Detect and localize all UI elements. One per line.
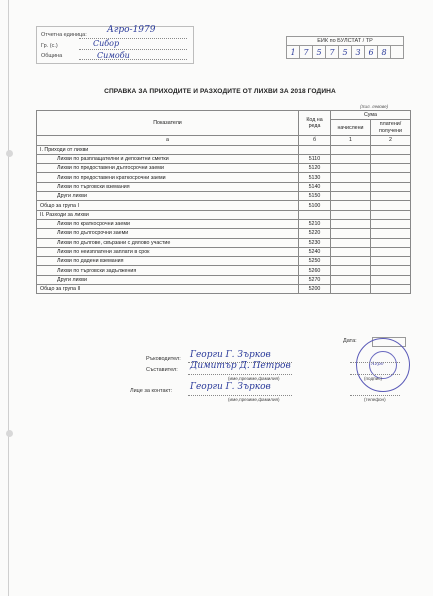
municipality-handwriting: Симоби (97, 51, 130, 60)
index-cell: 1 (331, 136, 371, 145)
paid-cell[interactable] (371, 154, 411, 163)
row-label: Лихви по търговски вземания (37, 182, 299, 191)
eik-digit: 7 (300, 46, 313, 58)
row-label: Лихви по разплащателни и депозитни сметки (37, 154, 299, 163)
accrued-cell[interactable] (331, 164, 371, 173)
accrued-cell[interactable] (331, 182, 371, 191)
paid-cell[interactable] (371, 229, 411, 238)
contact-line (188, 395, 292, 396)
row-label: Общо за група I (37, 201, 299, 210)
signature-caption: (подпис) (364, 376, 383, 381)
row-code: 5240 (299, 247, 331, 256)
paid-cell[interactable] (371, 210, 411, 219)
paid-cell[interactable] (371, 182, 411, 191)
index-cell: 2 (371, 136, 411, 145)
row-label: I. Приходи от лихви (37, 145, 299, 154)
accrued-cell[interactable] (331, 201, 371, 210)
row-code (299, 210, 331, 219)
paid-cell[interactable] (371, 219, 411, 228)
row-code: 5110 (299, 154, 331, 163)
row-code: 5220 (299, 229, 331, 238)
table-row (37, 164, 411, 173)
row-code: 5140 (299, 182, 331, 191)
company-stamp (356, 338, 410, 392)
manager-handwriting: Георги Г. Зърков (190, 350, 271, 360)
row-label: II. Разходи за лихви (37, 210, 299, 219)
accrued-cell[interactable] (331, 145, 371, 154)
table-row (37, 257, 411, 266)
accrued-cell[interactable] (331, 219, 371, 228)
paid-cell[interactable] (371, 266, 411, 275)
contact-name-caption: (име,презиме,фамилия) (228, 397, 280, 402)
phone-caption: (телефон) (364, 397, 386, 402)
compiler-line (188, 374, 292, 375)
header-paid: платени/ получени (371, 120, 411, 136)
row-code: 5200 (299, 285, 331, 294)
compiler-handwriting: Димитър Д. Петров (190, 361, 291, 371)
header-indicators: Показатели (37, 111, 299, 136)
group-field-line (79, 49, 187, 50)
index-cell: а (37, 136, 299, 145)
accrued-cell[interactable] (331, 247, 371, 256)
name-caption: (име,презиме,фамилия) (228, 376, 280, 381)
accrued-cell[interactable] (331, 229, 371, 238)
entity-label: Отчетна единица: (41, 32, 87, 38)
header-sum: Сума (331, 111, 411, 120)
manager-label: Ръководител: (146, 356, 181, 362)
table-row (37, 285, 411, 294)
row-code: 5260 (299, 266, 331, 275)
eik-box (286, 36, 404, 59)
units-note: (Хил. левове) (360, 104, 389, 109)
row-code: 5100 (299, 201, 331, 210)
table-row (37, 266, 411, 275)
paid-cell[interactable] (371, 238, 411, 247)
accrued-cell[interactable] (331, 285, 371, 294)
row-code: 5150 (299, 192, 331, 201)
group-handwriting: Сибор (93, 39, 120, 48)
table-row (37, 238, 411, 247)
index-cell: б (299, 136, 331, 145)
table-row (37, 219, 411, 228)
table-row (37, 192, 411, 201)
stamp-text: Агро (371, 361, 384, 367)
table-row (37, 154, 411, 163)
phone-line (350, 395, 400, 396)
punch-hole (6, 150, 13, 157)
table-row (37, 275, 411, 284)
accrued-cell[interactable] (331, 154, 371, 163)
paid-cell[interactable] (371, 247, 411, 256)
contact-label: Лице за контакт: (130, 388, 173, 394)
compiler-label: Съставител: (146, 367, 178, 373)
table-row (37, 210, 411, 219)
document-title: СПРАВКА ЗА ПРИХОДИТЕ И РАЗХОДИТЕ ОТ ЛИХВИ ЗА 2018 ГОДИНА (104, 88, 336, 95)
paid-cell[interactable] (371, 275, 411, 284)
table-row (37, 229, 411, 238)
accrued-cell[interactable] (331, 275, 371, 284)
row-label: Лихви по дадени вземания (37, 257, 299, 266)
table-row (37, 145, 411, 154)
row-label: Лихви по неизплатени заплати в срок (37, 247, 299, 256)
row-label: Лихви по търговски задължения (37, 266, 299, 275)
row-code (299, 145, 331, 154)
row-code: 5130 (299, 173, 331, 182)
row-code: 5250 (299, 257, 331, 266)
row-label: Общо за група II (37, 285, 299, 294)
interest-table (36, 110, 411, 294)
eik-digit: 1 (287, 46, 300, 58)
row-code: 5230 (299, 238, 331, 247)
municipality-label: Община (41, 53, 63, 59)
eik-digit: 7 (326, 46, 339, 58)
eik-digit: 8 (378, 46, 391, 58)
row-label: Лихви по предоставени дългосрочни заеми (37, 164, 299, 173)
scan-edge (8, 0, 9, 596)
accrued-cell[interactable] (331, 238, 371, 247)
eik-cells (286, 45, 404, 59)
reporting-entity-box (36, 26, 194, 64)
paid-cell[interactable] (371, 164, 411, 173)
table-row (37, 201, 411, 210)
header-accrued: начислени (331, 120, 371, 136)
contact-handwriting: Георги Г. Зърков (190, 382, 271, 392)
punch-hole (6, 430, 13, 437)
accrued-cell[interactable] (331, 257, 371, 266)
date-label: Дата: (343, 338, 357, 344)
eik-digit: 3 (352, 46, 365, 58)
row-label: Лихви по дългосрочни заеми (37, 229, 299, 238)
accrued-cell[interactable] (331, 192, 371, 201)
table-row (37, 182, 411, 191)
paid-cell[interactable] (371, 285, 411, 294)
entity-handwriting: Агро-1979 (107, 25, 156, 35)
municipality-field-line (79, 59, 187, 60)
header-code: Код на реда (299, 111, 331, 136)
row-label: Лихви по дългове, свързани с дялово участие (37, 238, 299, 247)
row-label: Лихви по краткосрочни заеми (37, 219, 299, 228)
paid-cell[interactable] (371, 257, 411, 266)
eik-digit: 5 (339, 46, 352, 58)
table-row (37, 173, 411, 182)
paid-cell[interactable] (371, 201, 411, 210)
eik-label: ЕИК по БУЛСТАТ / ТР (286, 36, 404, 45)
eik-digit: 5 (313, 46, 326, 58)
manager-signature-line (350, 362, 400, 363)
row-label: Други лихви (37, 192, 299, 201)
paid-cell[interactable] (371, 173, 411, 182)
row-label: Други лихви (37, 275, 299, 284)
accrued-cell[interactable] (331, 266, 371, 275)
eik-digit: 6 (365, 46, 378, 58)
paid-cell[interactable] (371, 192, 411, 201)
table-row (37, 247, 411, 256)
compiler-signature-line (350, 374, 400, 375)
eik-digit (391, 46, 403, 58)
group-label: Гр. (с.) (41, 43, 58, 49)
paid-cell[interactable] (371, 145, 411, 154)
accrued-cell[interactable] (331, 173, 371, 182)
row-label: Лихви по предоставени краткосрочни заеми (37, 173, 299, 182)
row-code: 5120 (299, 164, 331, 173)
row-code: 5210 (299, 219, 331, 228)
row-code: 5270 (299, 275, 331, 284)
accrued-cell[interactable] (331, 210, 371, 219)
